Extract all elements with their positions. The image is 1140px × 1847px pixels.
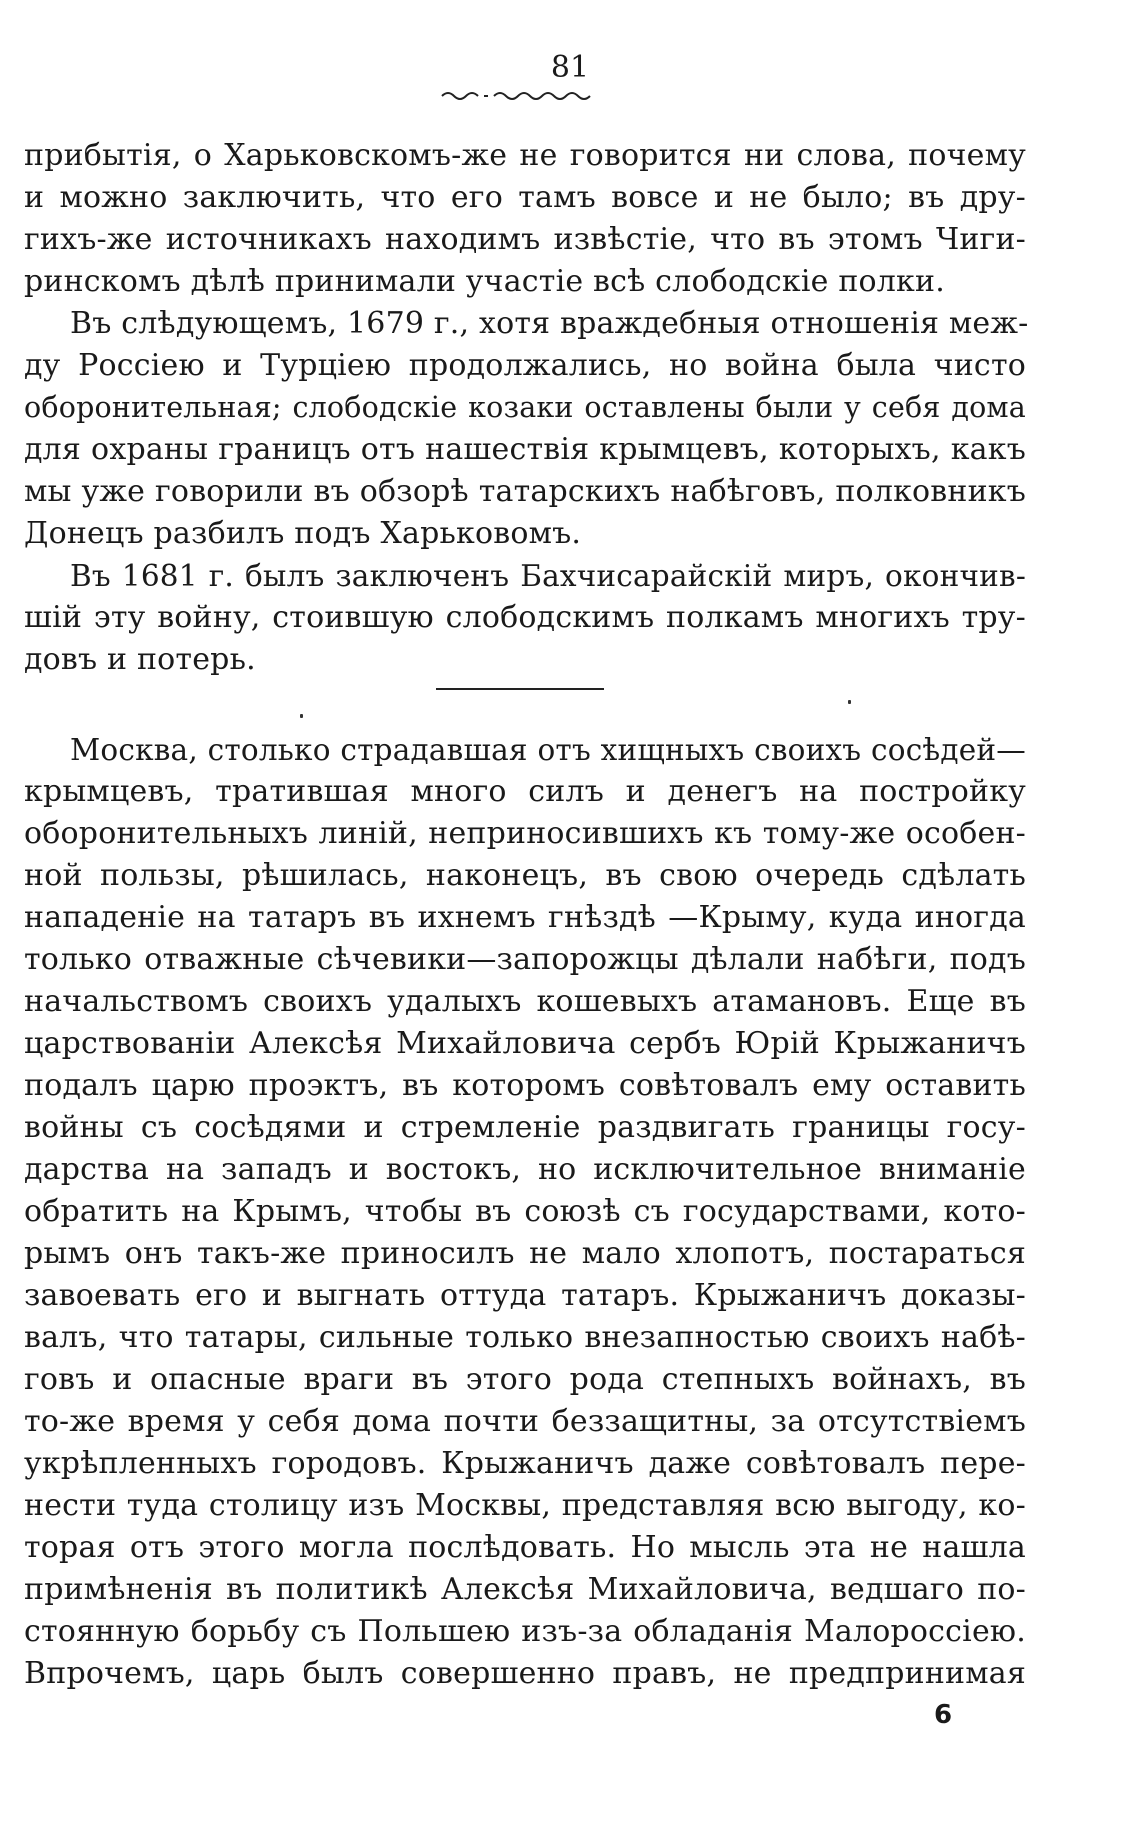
text-line: шій эту войну, стоившую слободскимъ полкамъ многихъ тру- bbox=[24, 600, 1026, 635]
text-line: Впрочемъ, царь былъ совершенно правъ, не предпринимая bbox=[24, 1656, 1026, 1691]
text-line: Донецъ разбилъ подъ Харьковомъ. bbox=[24, 516, 582, 551]
text-line: Москва, столько страдавшая отъ хищныхъ своихъ сосѣдей— bbox=[70, 733, 1026, 767]
text-line: гихъ-же источникахъ находимъ извѣстіе, что въ этомъ Чиги- bbox=[24, 222, 1026, 257]
page-number: 81 bbox=[550, 50, 590, 85]
text-line: ринскомъ дѣлѣ принимали участіе всѣ слободскіе полки. bbox=[24, 264, 945, 299]
text-line: крымцевъ, тратившая много силъ и денегъ на постройку bbox=[24, 774, 1026, 809]
text-line: Въ 1681 г. былъ заключенъ Бахчисарайскій миръ, окончив- bbox=[70, 559, 1026, 593]
section-separator bbox=[436, 688, 604, 690]
text-line: рымъ онъ такъ-же приносилъ не мало хлопотъ, постараться bbox=[24, 1236, 1026, 1271]
text-line: начальствомъ своихъ удалыхъ кошевыхъ атамановъ. Еще въ bbox=[24, 984, 1026, 1019]
text-line: то-же время у себя дома почти беззащитны, за отсутствіемъ bbox=[24, 1404, 1026, 1439]
text-line: стоянную борьбу съ Польшею изъ-за обладанія Малороссіею. bbox=[24, 1614, 1026, 1649]
text-line: торая отъ этого могла послѣдовать. Но мысль эта не нашла bbox=[24, 1530, 1026, 1565]
text-line: говъ и опасные враги въ этого рода степныхъ войнахъ, въ bbox=[24, 1362, 1026, 1397]
text-line: мы уже говорили въ обзорѣ татарскихъ набѣговъ, полковникъ bbox=[24, 474, 1026, 509]
text-line: нести туда столицу изъ Москвы, представляя всю выгоду, ко- bbox=[24, 1488, 1026, 1523]
text-line: только отважные сѣчевики—запорожцы дѣлали набѣги, подъ bbox=[24, 942, 1026, 977]
text-line: нападеніе на татаръ въ ихнемъ гнѣздѣ —Крыму, куда иногда bbox=[24, 900, 1026, 935]
text-line: прибытія, о Харьковскомъ-же не говорится ни слова, почему bbox=[24, 138, 1026, 173]
signature-mark: 6 bbox=[934, 1700, 953, 1730]
text-line: примѣненія въ политикѣ Алексѣя Михайловича, ведшаго по- bbox=[24, 1572, 1026, 1607]
text-line: царствованіи Алексѣя Михайловича сербъ Юрій Крыжаничъ bbox=[24, 1026, 1026, 1061]
text-line: и можно заключить, что его тамъ вовсе и не было; въ дру- bbox=[24, 180, 1026, 215]
header-ornament bbox=[440, 88, 610, 102]
text-line: подалъ царю проэктъ, въ которомъ совѣтовалъ ему оставить bbox=[24, 1068, 1026, 1103]
print-speck bbox=[300, 714, 303, 718]
text-line: укрѣпленныхъ городовъ. Крыжаничъ даже совѣтовалъ пере- bbox=[24, 1446, 1026, 1481]
text-line: обратить на Крымъ, чтобы въ союзѣ съ государствами, кото- bbox=[24, 1194, 1026, 1229]
text-line: валъ, что татары, сильные только внезапностью своихъ набѣ- bbox=[24, 1320, 1026, 1355]
text-line: для охраны границъ отъ нашествія крымцевъ, которыхъ, какъ bbox=[24, 432, 1026, 467]
text-line: войны съ сосѣдями и стремленіе раздвигать границы госу- bbox=[24, 1110, 1026, 1145]
text-line: Въ слѣдующемъ, 1679 г., хотя враждебныя отношенія меж- bbox=[70, 306, 1029, 341]
text-line: дарства на западъ и востокъ, но исключительное вниманіе bbox=[24, 1152, 1026, 1187]
text-line: довъ и потерь. bbox=[24, 642, 256, 677]
text-line: оборонительная; слободскіе козаки оставлены были у себя дома bbox=[24, 391, 1026, 424]
text-line: ной пользы, рѣшилась, наконецъ, въ свою очередь сдѣлать bbox=[24, 858, 1026, 893]
text-line: ду Россіею и Турціею продолжались, но война была чисто bbox=[24, 348, 1026, 383]
print-speck bbox=[848, 700, 851, 704]
text-line: оборонительныхъ линій, неприносившихъ къ тому-же особен- bbox=[24, 816, 1026, 851]
text-line: завоевать его и выгнать оттуда татаръ. Крыжаничъ доказы- bbox=[24, 1278, 1026, 1313]
